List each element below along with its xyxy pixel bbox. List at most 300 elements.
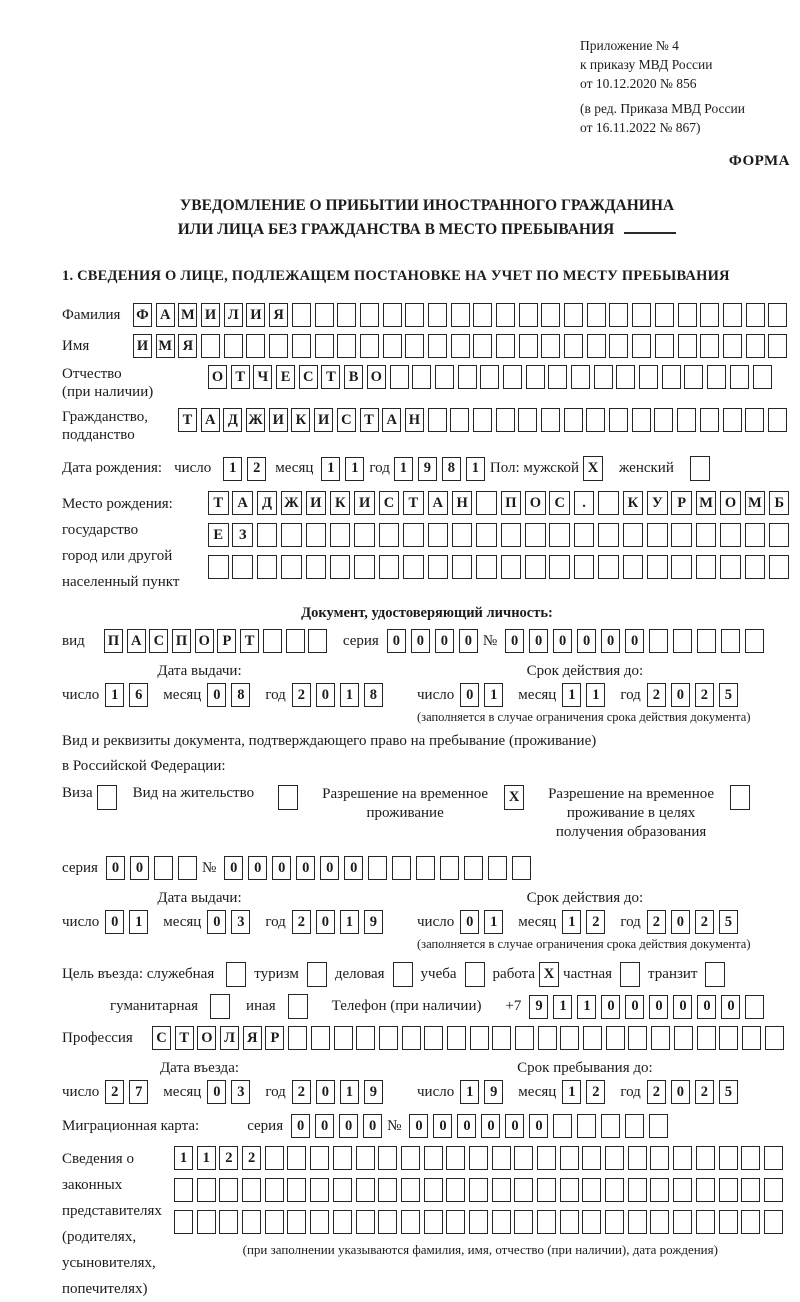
form-cell[interactable] [473, 334, 492, 358]
form-cell[interactable]: 2 [247, 457, 266, 481]
form-cell[interactable] [746, 334, 765, 358]
form-cell[interactable] [492, 1146, 511, 1170]
form-cell[interactable] [647, 523, 668, 547]
form-cell[interactable] [405, 303, 424, 327]
form-cell[interactable] [553, 1114, 572, 1138]
form-cell[interactable] [723, 334, 742, 358]
form-cell[interactable] [598, 491, 619, 515]
form-cell[interactable] [306, 523, 327, 547]
form-cell[interactable] [525, 555, 546, 579]
form-cell[interactable] [512, 856, 531, 880]
form-cell[interactable] [673, 629, 692, 653]
form-cell[interactable] [315, 334, 334, 358]
form-cell[interactable]: Я [243, 1026, 262, 1050]
form-cell[interactable] [745, 523, 766, 547]
form-cell[interactable]: Р [265, 1026, 284, 1050]
form-cell[interactable] [515, 1026, 534, 1050]
form-cell[interactable] [311, 1026, 330, 1050]
form-cell[interactable] [446, 1178, 465, 1202]
form-cell[interactable]: 0 [577, 629, 596, 653]
form-cell[interactable]: З [232, 523, 253, 547]
form-cell[interactable]: И [306, 491, 327, 515]
form-cell[interactable] [286, 629, 305, 653]
form-cell[interactable] [632, 408, 651, 432]
form-cell[interactable] [586, 408, 605, 432]
form-cell[interactable] [616, 365, 635, 389]
form-cell[interactable]: С [299, 365, 318, 389]
form-cell[interactable]: Н [452, 491, 473, 515]
form-cell[interactable] [721, 629, 740, 653]
form-cell[interactable] [677, 408, 696, 432]
form-cell[interactable]: 9 [484, 1080, 503, 1104]
form-cell[interactable] [519, 334, 538, 358]
form-cell[interactable]: 0 [697, 995, 716, 1019]
form-cell[interactable]: М [696, 491, 717, 515]
form-cell[interactable] [226, 962, 246, 987]
form-cell[interactable] [696, 1210, 715, 1234]
form-cell[interactable]: Л [220, 1026, 239, 1050]
form-cell[interactable] [625, 1114, 644, 1138]
form-cell[interactable]: А [127, 629, 146, 653]
form-cell[interactable]: 8 [442, 457, 461, 481]
form-cell[interactable]: Т [178, 408, 197, 432]
form-cell[interactable] [720, 555, 741, 579]
form-cell[interactable]: 2 [695, 910, 714, 934]
form-cell[interactable] [765, 1026, 784, 1050]
form-cell[interactable] [412, 365, 431, 389]
form-cell[interactable] [315, 303, 334, 327]
form-cell[interactable]: О [367, 365, 386, 389]
form-cell[interactable] [265, 1178, 284, 1202]
form-cell[interactable] [470, 1026, 489, 1050]
form-cell[interactable] [496, 334, 515, 358]
form-cell[interactable]: Р [217, 629, 236, 653]
form-cell[interactable]: 0 [315, 1114, 334, 1138]
form-cell[interactable] [564, 408, 583, 432]
form-cell[interactable] [287, 1178, 306, 1202]
form-cell[interactable] [440, 856, 459, 880]
form-cell[interactable] [560, 1178, 579, 1202]
form-cell[interactable]: 0 [433, 1114, 452, 1138]
form-cell[interactable]: 0 [481, 1114, 500, 1138]
form-cell[interactable]: 0 [505, 1114, 524, 1138]
form-cell[interactable] [650, 1178, 669, 1202]
form-cell[interactable] [700, 408, 719, 432]
form-cell[interactable] [424, 1178, 443, 1202]
form-cell[interactable]: 0 [105, 910, 124, 934]
form-cell[interactable] [451, 334, 470, 358]
form-cell[interactable] [745, 995, 764, 1019]
form-cell[interactable] [310, 1178, 329, 1202]
form-cell[interactable] [609, 303, 628, 327]
form-cell[interactable] [719, 1178, 738, 1202]
form-cell[interactable]: К [291, 408, 310, 432]
form-cell[interactable]: 0 [316, 683, 335, 707]
form-cell[interactable]: С [379, 491, 400, 515]
form-cell[interactable] [480, 365, 499, 389]
form-cell[interactable]: Р [671, 491, 692, 515]
form-cell[interactable]: 0 [529, 1114, 548, 1138]
form-cell[interactable] [697, 629, 716, 653]
form-cell[interactable]: 0 [291, 1114, 310, 1138]
form-cell[interactable]: 0 [671, 1080, 690, 1104]
form-cell[interactable]: 0 [601, 629, 620, 653]
form-cell[interactable] [368, 856, 387, 880]
form-cell[interactable] [401, 1178, 420, 1202]
form-cell[interactable] [210, 994, 230, 1019]
form-cell[interactable] [403, 523, 424, 547]
form-cell[interactable]: М [178, 303, 197, 327]
form-cell[interactable] [232, 555, 253, 579]
form-cell[interactable] [696, 523, 717, 547]
form-cell[interactable] [587, 303, 606, 327]
form-cell[interactable] [764, 1146, 783, 1170]
form-cell[interactable] [673, 1178, 692, 1202]
form-cell[interactable]: 0 [387, 629, 406, 653]
form-cell[interactable] [700, 303, 719, 327]
form-cell[interactable] [549, 523, 570, 547]
form-cell[interactable]: В [344, 365, 363, 389]
form-cell[interactable] [769, 555, 790, 579]
form-cell[interactable]: И [246, 303, 265, 327]
form-cell[interactable] [435, 365, 454, 389]
form-cell[interactable] [469, 1210, 488, 1234]
form-cell[interactable] [501, 523, 522, 547]
form-cell[interactable]: 2 [586, 1080, 605, 1104]
form-cell[interactable] [402, 1026, 421, 1050]
form-cell[interactable]: Д [223, 408, 242, 432]
form-cell[interactable]: И [354, 491, 375, 515]
form-cell[interactable]: 0 [435, 629, 454, 653]
form-cell[interactable] [594, 365, 613, 389]
form-cell[interactable] [719, 1026, 738, 1050]
form-cell[interactable] [741, 1210, 760, 1234]
form-cell[interactable]: 1 [484, 910, 503, 934]
form-cell[interactable]: 1 [223, 457, 242, 481]
form-cell[interactable] [628, 1210, 647, 1234]
form-cell[interactable] [174, 1178, 193, 1202]
form-cell[interactable]: 2 [695, 683, 714, 707]
form-cell[interactable] [428, 334, 447, 358]
form-cell[interactable]: 1 [394, 457, 413, 481]
form-cell[interactable] [201, 334, 220, 358]
form-cell[interactable] [587, 334, 606, 358]
form-cell[interactable] [690, 456, 710, 481]
form-cell[interactable] [741, 1178, 760, 1202]
form-cell[interactable]: А [232, 491, 253, 515]
form-cell[interactable] [719, 1210, 738, 1234]
form-cell[interactable] [405, 334, 424, 358]
form-cell[interactable] [745, 555, 766, 579]
form-cell[interactable] [541, 303, 560, 327]
form-cell[interactable]: А [201, 408, 220, 432]
form-cell[interactable]: П [104, 629, 123, 653]
form-cell[interactable] [488, 856, 507, 880]
form-cell[interactable] [424, 1210, 443, 1234]
form-cell[interactable]: 0 [207, 1080, 226, 1104]
form-cell[interactable]: 3 [231, 1080, 250, 1104]
form-cell[interactable] [492, 1026, 511, 1050]
form-cell[interactable]: 0 [625, 995, 644, 1019]
form-cell[interactable] [424, 1026, 443, 1050]
form-cell[interactable] [541, 408, 560, 432]
form-cell[interactable] [609, 334, 628, 358]
form-cell[interactable]: 0 [553, 629, 572, 653]
form-cell[interactable]: Т [403, 491, 424, 515]
form-cell[interactable] [451, 303, 470, 327]
form-cell[interactable]: Т [231, 365, 250, 389]
form-cell[interactable]: 8 [231, 683, 250, 707]
form-cell[interactable] [379, 555, 400, 579]
form-cell[interactable]: 1 [345, 457, 364, 481]
form-cell[interactable] [379, 523, 400, 547]
form-cell[interactable]: 0 [320, 856, 339, 880]
form-cell[interactable] [476, 491, 497, 515]
form-cell[interactable]: 2 [292, 1080, 311, 1104]
form-cell[interactable] [564, 334, 583, 358]
form-cell[interactable] [356, 1146, 375, 1170]
form-cell[interactable]: Я [178, 334, 197, 358]
form-cell[interactable] [719, 1146, 738, 1170]
form-cell[interactable] [649, 1114, 668, 1138]
form-cell[interactable]: Ж [246, 408, 265, 432]
form-cell[interactable] [609, 408, 628, 432]
form-cell[interactable] [723, 408, 742, 432]
form-cell[interactable] [403, 555, 424, 579]
form-cell[interactable] [333, 1146, 352, 1170]
form-cell[interactable]: С [152, 1026, 171, 1050]
form-cell[interactable]: 2 [647, 910, 666, 934]
form-cell[interactable] [197, 1210, 216, 1234]
form-cell[interactable] [356, 1178, 375, 1202]
form-cell[interactable]: П [172, 629, 191, 653]
form-cell[interactable] [598, 523, 619, 547]
form-cell[interactable]: Т [240, 629, 259, 653]
form-cell[interactable] [651, 1026, 670, 1050]
form-cell[interactable]: О [208, 365, 227, 389]
form-cell[interactable] [518, 408, 537, 432]
form-cell[interactable] [393, 962, 413, 987]
form-cell[interactable] [333, 1210, 352, 1234]
form-cell[interactable]: 2 [292, 683, 311, 707]
form-cell[interactable] [678, 334, 697, 358]
form-cell[interactable] [401, 1210, 420, 1234]
form-cell[interactable]: Ж [281, 491, 302, 515]
form-cell[interactable] [447, 1026, 466, 1050]
form-cell[interactable] [307, 962, 327, 987]
form-cell[interactable]: 1 [562, 683, 581, 707]
form-cell[interactable] [741, 1146, 760, 1170]
form-cell[interactable] [390, 365, 409, 389]
form-cell[interactable] [628, 1146, 647, 1170]
form-cell[interactable]: 9 [364, 910, 383, 934]
form-cell[interactable]: 0 [339, 1114, 358, 1138]
form-cell[interactable]: У [647, 491, 668, 515]
form-cell[interactable] [308, 629, 327, 653]
form-cell[interactable]: 1 [577, 995, 596, 1019]
form-cell[interactable] [769, 523, 790, 547]
form-cell[interactable] [464, 856, 483, 880]
form-cell[interactable] [356, 1210, 375, 1234]
form-cell[interactable]: М [156, 334, 175, 358]
form-cell[interactable] [469, 1146, 488, 1170]
form-cell[interactable]: С [149, 629, 168, 653]
form-cell[interactable] [378, 1178, 397, 1202]
form-cell[interactable] [620, 962, 640, 987]
form-cell[interactable]: 1 [460, 1080, 479, 1104]
form-cell[interactable] [549, 555, 570, 579]
form-cell[interactable]: К [330, 491, 351, 515]
form-cell[interactable] [514, 1178, 533, 1202]
form-cell[interactable]: 9 [418, 457, 437, 481]
form-cell[interactable] [334, 1026, 353, 1050]
form-cell[interactable] [337, 303, 356, 327]
form-cell[interactable] [354, 555, 375, 579]
form-cell[interactable] [707, 365, 726, 389]
form-cell[interactable]: 5 [719, 1080, 738, 1104]
form-cell[interactable] [330, 555, 351, 579]
form-cell[interactable]: Я [269, 303, 288, 327]
form-cell[interactable] [492, 1178, 511, 1202]
form-cell[interactable] [537, 1178, 556, 1202]
form-cell[interactable] [265, 1210, 284, 1234]
form-cell[interactable]: 9 [529, 995, 548, 1019]
form-cell[interactable] [154, 856, 173, 880]
form-cell[interactable]: Т [208, 491, 229, 515]
form-cell[interactable] [242, 1210, 261, 1234]
form-cell[interactable] [537, 1146, 556, 1170]
form-cell[interactable] [281, 523, 302, 547]
form-cell[interactable] [753, 365, 772, 389]
form-cell[interactable] [696, 1146, 715, 1170]
form-cell[interactable] [257, 555, 278, 579]
form-cell[interactable]: 0 [457, 1114, 476, 1138]
form-cell[interactable] [582, 1210, 601, 1234]
form-cell[interactable]: 1 [197, 1146, 216, 1170]
form-cell[interactable]: Л [224, 303, 243, 327]
form-cell[interactable]: 1 [466, 457, 485, 481]
form-cell[interactable] [649, 629, 668, 653]
form-cell[interactable]: 0 [529, 629, 548, 653]
form-cell[interactable]: 0 [130, 856, 149, 880]
form-cell[interactable] [696, 1178, 715, 1202]
form-cell[interactable]: П [501, 491, 522, 515]
form-cell[interactable]: 1 [340, 910, 359, 934]
form-cell[interactable]: 0 [411, 629, 430, 653]
form-cell[interactable] [446, 1146, 465, 1170]
form-cell[interactable] [654, 408, 673, 432]
form-cell[interactable] [745, 629, 764, 653]
form-cell[interactable] [281, 555, 302, 579]
form-cell[interactable] [628, 1026, 647, 1050]
form-cell[interactable] [356, 1026, 375, 1050]
form-cell[interactable]: 0 [207, 910, 226, 934]
form-cell[interactable] [564, 303, 583, 327]
form-cell[interactable] [333, 1178, 352, 1202]
form-cell[interactable] [632, 334, 651, 358]
form-cell[interactable] [514, 1146, 533, 1170]
form-cell[interactable] [269, 334, 288, 358]
form-cell[interactable] [288, 1026, 307, 1050]
form-cell[interactable] [428, 555, 449, 579]
form-cell[interactable] [288, 994, 308, 1019]
form-cell[interactable] [538, 1026, 557, 1050]
form-cell[interactable]: Т [175, 1026, 194, 1050]
form-cell[interactable]: 0 [460, 910, 479, 934]
form-cell[interactable] [197, 1178, 216, 1202]
form-cell[interactable]: 0 [207, 683, 226, 707]
form-cell[interactable] [178, 856, 197, 880]
form-cell[interactable]: И [269, 408, 288, 432]
form-cell[interactable] [263, 629, 282, 653]
form-cell[interactable]: 0 [673, 995, 692, 1019]
form-cell[interactable]: 0 [296, 856, 315, 880]
form-cell[interactable] [208, 555, 229, 579]
form-cell[interactable]: 7 [129, 1080, 148, 1104]
form-cell[interactable]: Е [208, 523, 229, 547]
form-cell[interactable]: 2 [105, 1080, 124, 1104]
form-cell[interactable] [583, 1026, 602, 1050]
form-cell[interactable] [265, 1146, 284, 1170]
form-cell[interactable] [452, 555, 473, 579]
form-cell[interactable] [424, 1146, 443, 1170]
form-cell[interactable]: И [314, 408, 333, 432]
form-cell[interactable]: 1 [321, 457, 340, 481]
form-cell[interactable]: 3 [231, 910, 250, 934]
form-cell[interactable] [628, 1178, 647, 1202]
form-cell[interactable] [360, 334, 379, 358]
form-cell[interactable] [674, 1026, 693, 1050]
form-cell[interactable]: 0 [248, 856, 267, 880]
form-cell[interactable]: Н [405, 408, 424, 432]
form-cell[interactable] [582, 1178, 601, 1202]
form-cell[interactable]: А [156, 303, 175, 327]
form-cell[interactable]: 2 [242, 1146, 261, 1170]
form-cell[interactable] [378, 1146, 397, 1170]
form-cell[interactable] [605, 1178, 624, 1202]
form-cell[interactable] [582, 1146, 601, 1170]
form-cell[interactable] [379, 1026, 398, 1050]
form-cell[interactable] [639, 365, 658, 389]
form-cell[interactable]: 0 [460, 683, 479, 707]
form-cell[interactable] [574, 555, 595, 579]
form-cell[interactable]: 0 [316, 910, 335, 934]
form-cell[interactable]: С [337, 408, 356, 432]
form-cell[interactable] [383, 303, 402, 327]
form-cell[interactable] [746, 303, 765, 327]
form-cell[interactable] [560, 1146, 579, 1170]
form-cell[interactable]: А [428, 491, 449, 515]
form-cell[interactable] [476, 555, 497, 579]
form-cell[interactable] [678, 303, 697, 327]
form-cell[interactable] [465, 962, 485, 987]
form-cell[interactable]: 0 [344, 856, 363, 880]
form-cell[interactable]: 1 [586, 683, 605, 707]
form-cell[interactable] [330, 523, 351, 547]
form-cell[interactable] [526, 365, 545, 389]
form-cell[interactable]: Д [257, 491, 278, 515]
form-cell[interactable]: 0 [601, 995, 620, 1019]
form-cell[interactable] [292, 334, 311, 358]
form-cell[interactable] [605, 1146, 624, 1170]
form-cell[interactable] [696, 555, 717, 579]
form-cell[interactable] [428, 523, 449, 547]
form-cell[interactable] [503, 365, 522, 389]
form-cell[interactable] [496, 303, 515, 327]
form-cell[interactable]: 0 [224, 856, 243, 880]
form-cell[interactable] [501, 555, 522, 579]
form-cell[interactable]: 2 [647, 683, 666, 707]
